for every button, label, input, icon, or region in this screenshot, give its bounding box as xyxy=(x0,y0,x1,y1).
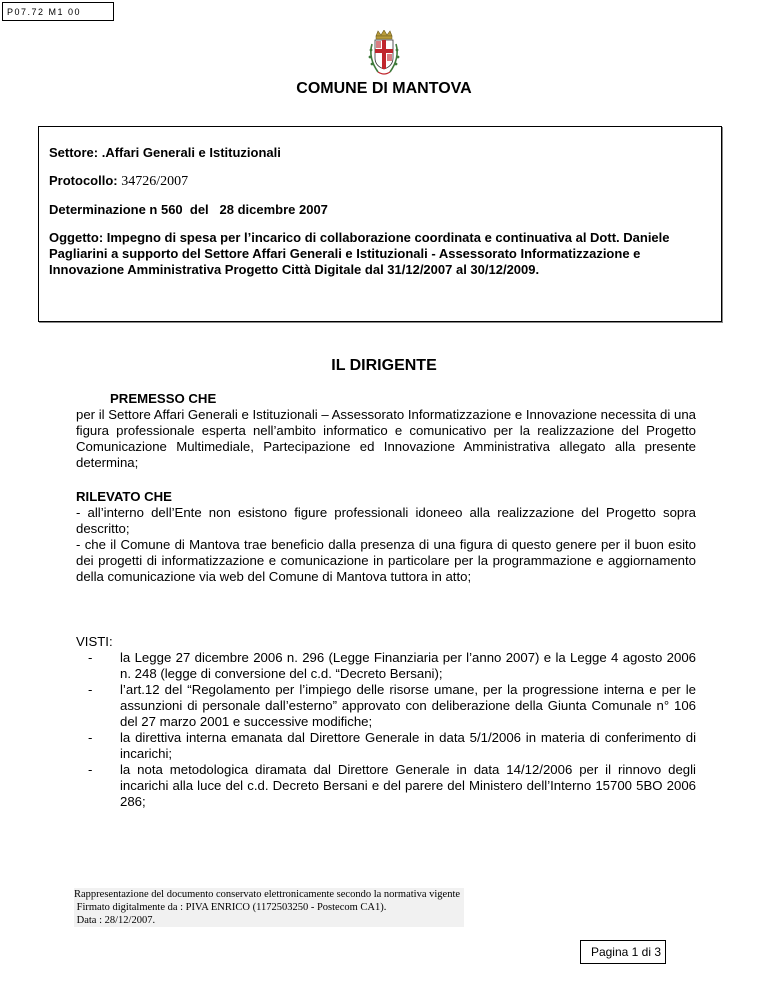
protocollo-line xyxy=(49,173,711,190)
footer-line: Firmato digitalmente da : PIVA ENRICO (1172503250 - Postecom CA1). xyxy=(74,902,387,913)
rilevato-item: - che il Comune di Mantova trae beneficio dalla presenza di una figura di questo genere per il buon esito dei progetti di informatizzazione e comunicazione in particolare per la programmazione e aggiornamento della comunicazione via web del Comune di Mantova tuttora in atto; xyxy=(76,537,696,584)
premesso-text: per il Settore Affari Generali e Istituzionali – Assessorato Informatizzazione e Innovazione necessita di una figura professionale esperta nell’ambito informatico e comunicativo per la realizzazione del Progetto Comunicazione Multimediale, Partecipazione ed Innovazione Amministrativa allegato alla presente determina; xyxy=(76,407,696,470)
list-item: - la nota metodologica diramata dal Direttore Generale in data 14/12/2006 per il rinnovo degli incarichi alla luce del c.d. Decreto Bersani e del parere del Ministero dell’Interno 15700 5BO 2006 286; xyxy=(88,762,696,809)
rilevato-section xyxy=(76,489,696,585)
digital-signature-note xyxy=(74,888,464,927)
header-box xyxy=(38,126,722,322)
rilevato-heading: RILEVATO CHE xyxy=(76,489,172,504)
page-number: Pagina 1 di 3 xyxy=(580,940,666,964)
visti-section xyxy=(76,634,696,810)
visti-list xyxy=(76,650,696,810)
coat-of-arms-icon xyxy=(364,30,404,78)
footer-line: Rappresentazione del documento conservato elettronicamente secondo la normativa vigente xyxy=(74,889,461,900)
settore-line: Settore: .Affari Generali e Istituzionali xyxy=(49,145,281,160)
comune-title: COMUNE DI MANTOVA xyxy=(296,80,472,97)
determinazione-line: Determinazione n 560 del 28 dicembre 2007 xyxy=(49,202,328,217)
premesso-heading: PREMESSO CHE xyxy=(110,391,217,406)
premesso-section xyxy=(76,407,696,471)
document-code: P07.72 M1 00 xyxy=(2,2,114,21)
protocollo-value: 34726/2007 xyxy=(121,174,189,189)
rilevato-item: - all’interno dell’Ente non esistono figure professionali idoneeo alla realizzazione del Progetto sopra descritto; xyxy=(76,505,696,536)
footer-line: Data : 28/12/2007. xyxy=(74,915,156,926)
oggetto-text: Oggetto: Impegno di spesa per l’incarico di collaborazione coordinata e continuativa al Dott. Daniele Pagliarini a supporto del Settore Affari Generali e Istituzionali - Assessorato Informatizzazione e Innovazione Amministrativa Progetto Città Digitale dal 31/12/2007 al 30/12/2009. xyxy=(49,230,670,277)
list-item: - la Legge 27 dicembre 2006 n. 296 (Legge Finanziaria per l’anno 2007) e la Legge 4 agosto 2006 n. 248 (legge di conversione del c.d. “Decreto Bersani); xyxy=(88,650,696,681)
protocollo-label: Protocollo: xyxy=(49,173,118,188)
dirigente-title: IL DIRIGENTE xyxy=(331,357,437,374)
visti-heading: VISTI: xyxy=(76,634,113,649)
list-item: - la direttiva interna emanata dal Direttore Generale in data 5/1/2006 in materia di conferimento di incarichi; xyxy=(88,730,696,761)
list-item: - l’art.12 del “Regolamento per l’impiego delle risorse umane, per la progressione interna e per le assunzioni di personale dall’esterno” approvato con deliberazione della Giunta Comunale n° 106 del 27 marzo 2001 e successive modifiche; xyxy=(88,682,696,729)
